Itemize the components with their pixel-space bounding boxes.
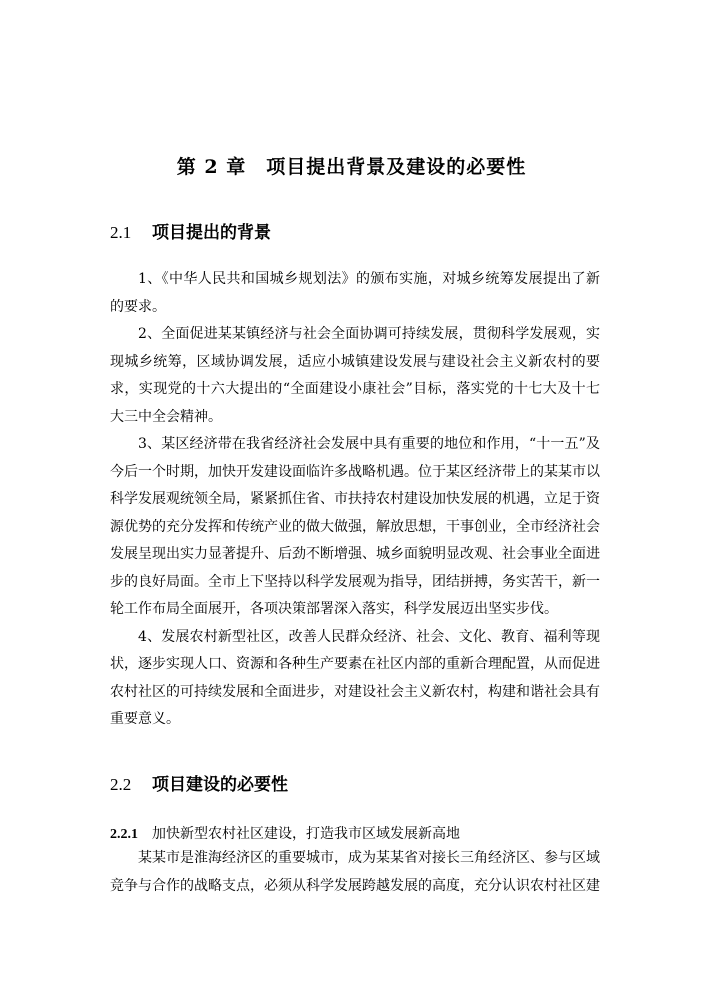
subsection-title: 加快新型农村社区建设，打造我市区域发展新高地 [152,826,460,842]
paragraph: 1、《中华人民共和国城乡规划法》的颁布实施，对城乡统筹发展提出了新的要求。 [110,271,600,315]
section-number: 2.2 [110,775,132,794]
chapter-title [0,152,703,179]
chapter-title-text: 第 2 章 项目提出背景及建设的必要性 [176,156,527,178]
section-title: 项目建设的必要性 [152,775,288,795]
section-number: 2.1 [110,223,132,242]
paragraph: 某某市是淮海经济区的重要城市，成为某某省对接长三角经济区、参与区域竞争与合作的战略支点，必须从科学发展跨越发展的高度，充分认识农村社区建 [110,850,600,894]
section-heading-2-1 [110,218,271,243]
subsection-heading-2-2-1 [110,823,460,843]
background-paragraphs [110,266,600,734]
necessity-paragraphs [110,845,600,900]
paragraph: 4、发展农村新型社区，改善人民群众经济、社会、文化、教育、福利等现状，逐步实现人口、资源和各种生产要素在社区内部的重新合理配置，从而促进农村社区的可持续发展和全面进步，对建设社会主义新农村，构建和谐社会具有重要意义。 [110,628,600,727]
paragraph: 2、全面促进某某镇经济与社会全面协调可持续发展，贯彻科学发展观，实现城乡统筹，区域协调发展，适应小城镇建设发展与建设社会主义新农村的要求，实现党的十六大提出的“全面建设小康社会”目标，落实党的十七大及十七大三中全会精神。 [110,326,600,425]
section-heading-2-2 [110,770,288,795]
subsection-number: 2.2.1 [110,827,138,842]
section-title: 项目提出的背景 [152,223,271,243]
paragraph: 3、某区经济带在我省经济社会发展中具有重要的地位和作用，“十一五”及今后一个时期，加快开发建设面临许多战略机遇。位于某区经济带上的某某市以科学发展观统领全局，紧紧抓住省、市扶持农村建设加快发展的机遇，立足于资源优势的充分发挥和传统产业的做大做强，解放思想，干事创业，全市经济社会发展呈现出实力显著提升、后劲不断增强、城乡面貌明显改观、社会事业全面进步的良好局面。全市上下坚持以科学发展观为指导，团结拼搏，务实苦干，新一轮工作布局全面展开，各项决策部署深入落实，科学发展迈出坚实步伐。 [110,436,600,617]
